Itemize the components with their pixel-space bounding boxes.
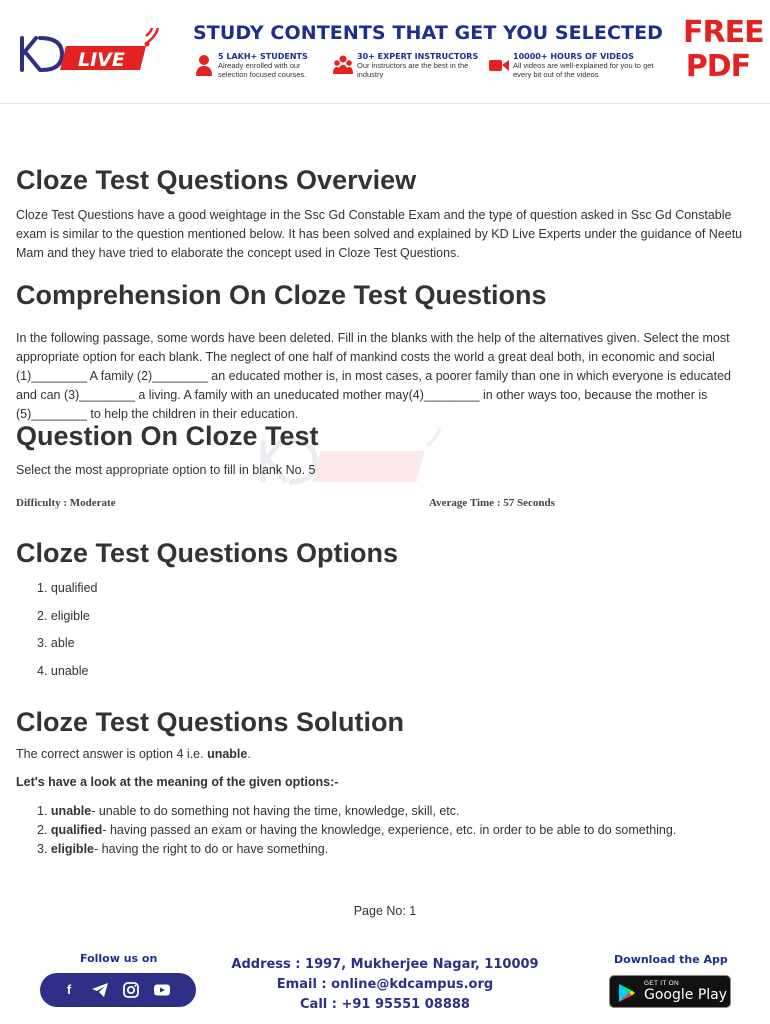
option-number: 3. — [37, 636, 48, 650]
answer-prefix: The correct answer is option 4 i.e. — [16, 747, 208, 761]
free-pdf-line1: FREE — [683, 15, 764, 50]
meaning-number: 3. — [37, 842, 48, 856]
answer-suffix: . — [247, 747, 251, 761]
header-banner — [0, 0, 770, 104]
instructors-icon — [333, 54, 353, 76]
answer-word: unable — [207, 747, 248, 761]
difficulty-label: Difficulty : Moderate — [16, 497, 116, 509]
option-item — [37, 606, 98, 634]
social-links-bar — [40, 973, 196, 1007]
option-item — [37, 661, 98, 689]
facebook-icon[interactable]: f — [66, 982, 72, 997]
page-number: Page No: 1 — [353, 904, 417, 918]
option-number: 1. — [37, 581, 48, 595]
options-list — [37, 578, 98, 688]
meaning-def: - having the right to do or have something. — [94, 842, 329, 856]
average-time-label: Average Time : 57 Seconds — [429, 497, 555, 509]
call-text[interactable]: Call : +91 95551 08888 — [300, 997, 470, 1012]
option-text: unable — [50, 663, 89, 678]
email-text[interactable]: Email : online@kdcampus.org — [276, 977, 494, 992]
meaning-number: 2. — [37, 823, 48, 837]
answer-statement — [16, 747, 251, 761]
telegram-icon[interactable] — [91, 981, 109, 999]
overview-heading: Cloze Test Questions Overview — [16, 165, 417, 195]
meaning-def: - unable to do something not having the time, knowledge, skill, etc. — [91, 804, 460, 818]
stat-students-desc: Already enrolled with our selection focused courses. — [218, 61, 307, 79]
free-pdf-badge — [683, 15, 764, 84]
youtube-icon[interactable] — [153, 981, 171, 999]
stat-instructors-desc: Our instructors are the best in the industry — [357, 61, 469, 79]
option-item — [37, 633, 98, 661]
student-icon — [194, 54, 214, 76]
solution-heading: Cloze Test Questions Solution — [16, 707, 405, 737]
option-text: eligible — [50, 608, 90, 623]
google-play-icon — [618, 983, 636, 1003]
stat-videos-title: 10000+ HOURS OF VIDEOS — [513, 52, 634, 61]
video-camera-icon — [489, 54, 509, 76]
option-item — [37, 578, 98, 606]
meaning-def: - having passed an exam or having the knowledge, experience, etc. in order to be able to do something. — [102, 823, 677, 837]
instagram-icon[interactable] — [122, 981, 140, 999]
stat-students — [194, 52, 344, 84]
logo-live-text: LIVE — [78, 49, 125, 71]
overview-paragraph: Cloze Test Questions have a good weightage in the Ssc Gd Constable Exam and the type of question asked in Ssc Gd Constable exam is similar to the question mentioned below. It has been solved and explained by KD Live Experts under the guidance of Neetu Mam and they have tried to elaborate the concept used in Cloze Test Questions. — [16, 208, 743, 260]
stat-videos-desc: All videos are well-explained for you to get every bit out of the videos — [513, 61, 654, 79]
meaning-item — [37, 802, 757, 821]
kd-live-logo — [18, 28, 168, 78]
option-text: qualified — [50, 581, 98, 595]
free-pdf-line2: PDF — [685, 49, 751, 84]
meanings-list — [37, 802, 757, 859]
stat-students-title: 5 LAKH+ STUDENTS — [218, 52, 308, 61]
download-app-label: Download the App — [614, 953, 728, 966]
meaning-word: qualified — [50, 823, 103, 837]
banner-title: STUDY CONTENTS THAT GET YOU SELECTED — [193, 22, 664, 44]
comprehension-heading: Comprehension On Cloze Test Questions — [16, 280, 547, 310]
google-play-text: Google Play — [644, 987, 728, 1003]
option-text: able — [50, 636, 75, 650]
stat-instructors — [333, 52, 483, 84]
meanings-intro: Let's have a look at the meaning of the given options:- — [16, 775, 339, 789]
comprehension-passage: In the following passage, some words have been deleted. Fill in the blanks with the help of the alternatives given. Select the most appropriate option for each blank. The neglect of one half of mankind costs the world a great deal both, in economic and social (1)________ A family (2)________ an educated mother is, in most cases, a poorer family than one in which everyone is educated and can (3)________ a living. A family with an uneducated mother may(4)________ in other ways too, because the mother is (5)________ to help the children in their education. — [16, 331, 732, 421]
option-number: 2. — [37, 608, 48, 623]
meaning-word: eligible — [50, 842, 94, 856]
meaning-item — [37, 821, 757, 840]
question-heading: Question On Cloze Test — [16, 421, 319, 451]
stat-instructors-title: 30+ EXPERT INSTRUCTORS — [357, 52, 479, 61]
get-it-on-text: GET IT ON — [644, 980, 679, 987]
meaning-item — [37, 840, 757, 859]
address-text: Address : 1997, Mukherjee Nagar, 110009 — [231, 957, 539, 972]
meaning-word: unable — [50, 804, 92, 818]
google-play-badge[interactable] — [609, 975, 731, 1008]
question-text: Select the most appropriate option to fill in blank No. 5 — [16, 463, 316, 477]
options-heading: Cloze Test Questions Options — [16, 538, 399, 568]
option-number: 4. — [37, 663, 48, 678]
stat-videos — [489, 52, 664, 84]
meaning-number: 1. — [37, 804, 48, 818]
follow-us-label: Follow us on — [80, 952, 158, 965]
